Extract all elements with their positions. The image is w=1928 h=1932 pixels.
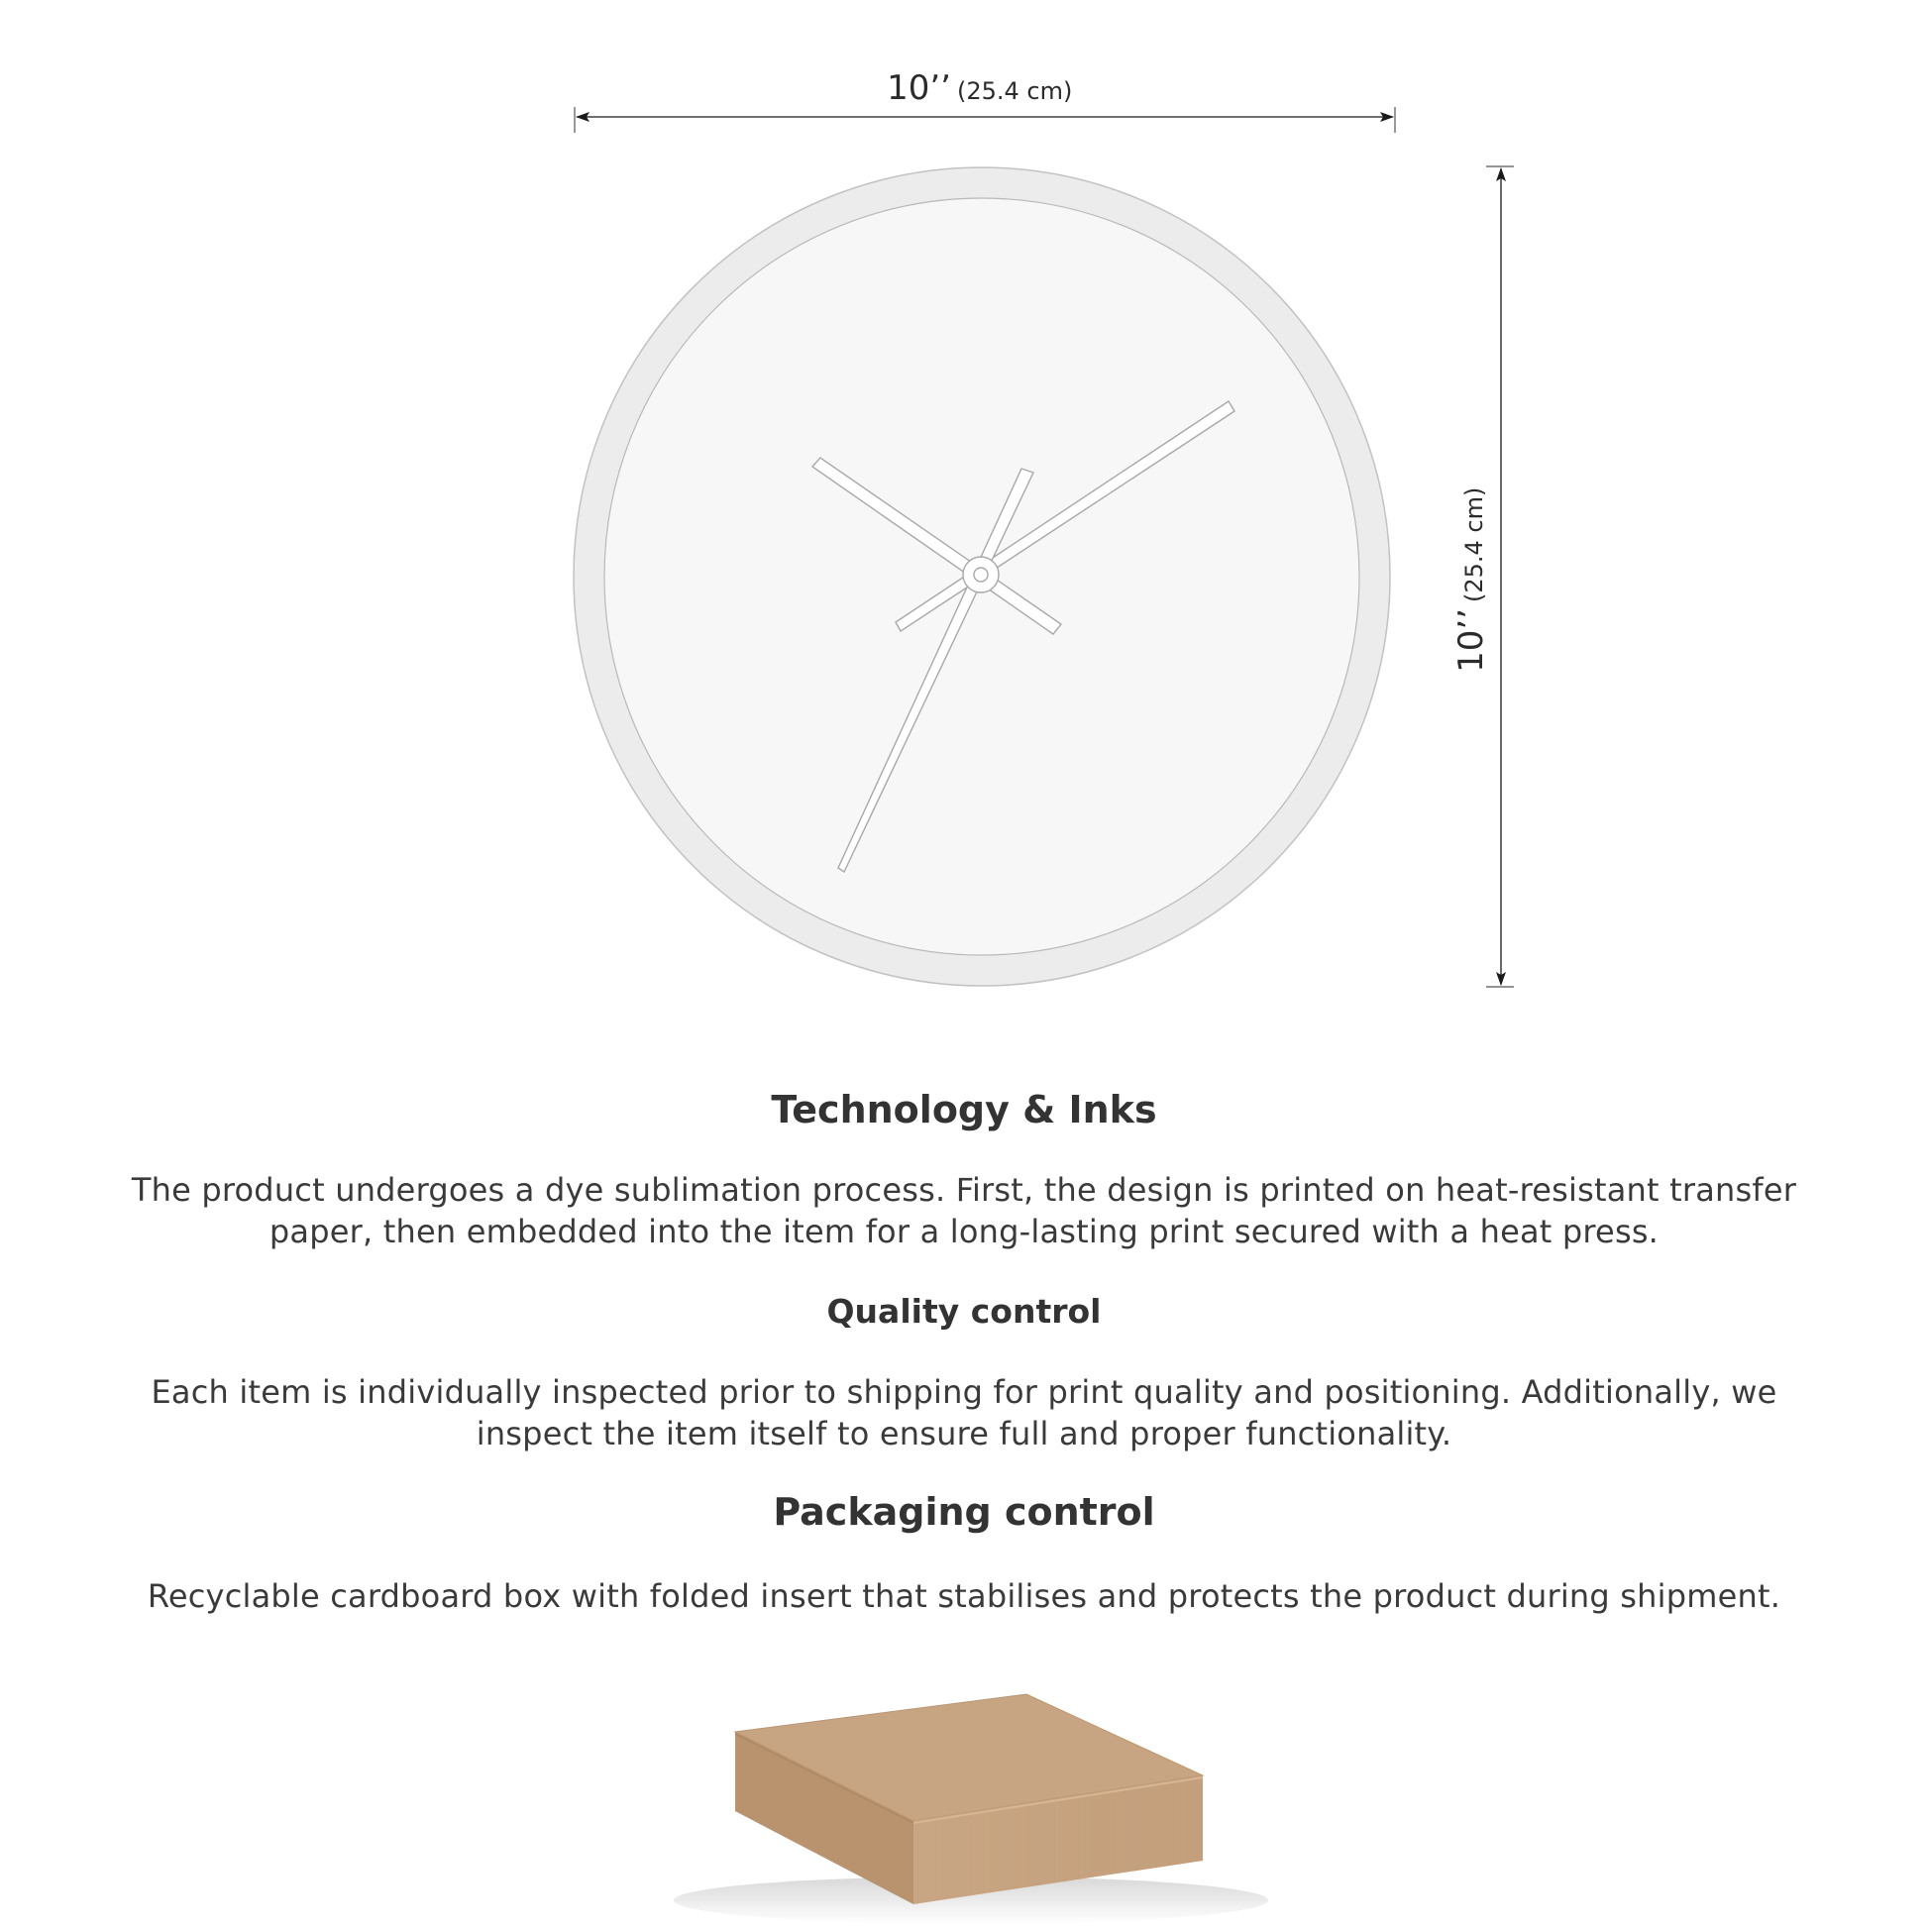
height-inches-label: 10’’: [1451, 608, 1491, 673]
width-dimension: [575, 68, 1395, 133]
clock-illustration: [574, 167, 1390, 986]
box-icon: [644, 1674, 1298, 1928]
width-inches-label: 10’’: [887, 68, 951, 108]
clock-center-pin: [974, 568, 988, 582]
height-cm-label: (25.4 cm): [1460, 486, 1488, 602]
section-body-technology-line1: The product undergoes a dye sublimation process. First, the design is printed on heat-resistant transfer: [131, 1171, 1797, 1209]
section-body-technology-line2: paper, then embedded into the item for a long-lasting print secured with a heat press.: [268, 1213, 1660, 1250]
section-heading-technology: Technology & Inks: [771, 1088, 1157, 1131]
cardboard-box-illustration: [644, 1674, 1298, 1928]
height-dimension: [1451, 166, 1514, 987]
section-body-packaging-line1: Recyclable cardboard box with folded insert that stabilises and protects the product during shipment.: [147, 1577, 1781, 1615]
section-heading-packaging: Packaging control: [773, 1490, 1155, 1534]
width-cm-label: (25.4 cm): [957, 77, 1073, 105]
section-body-quality-line1: Each item is individually inspected prior to shipping for print quality and positioning. Additionally, we: [151, 1373, 1777, 1411]
section-heading-quality: Quality control: [826, 1292, 1102, 1331]
section-body-quality-line2: inspect the item itself to ensure full and proper functionality.: [476, 1415, 1452, 1452]
